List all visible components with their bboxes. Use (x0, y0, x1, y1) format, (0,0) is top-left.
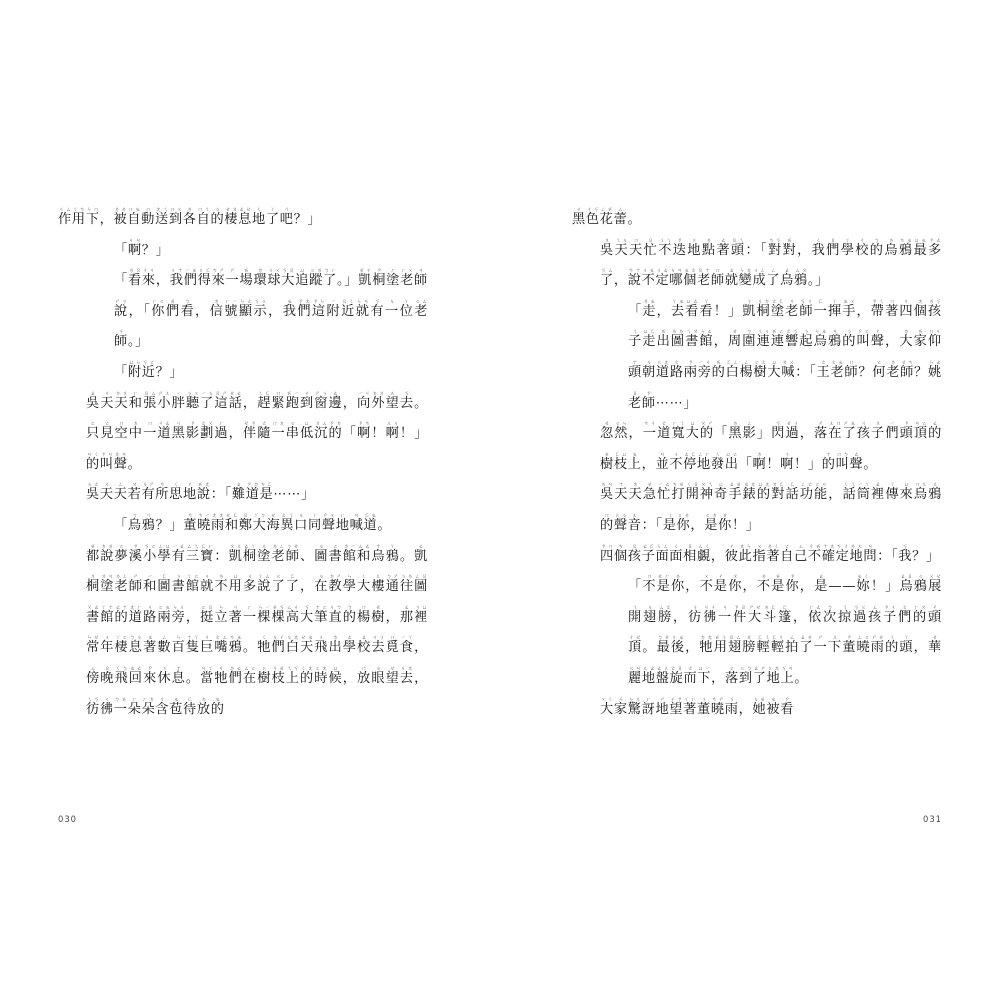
paragraph: 「啊ㄐㄢ？」 (114, 237, 170, 258)
paragraph: 「不ㄇ是ㄝㄏ你ㄌ，不ㄨ是ㄔ你ㄡ，不ㄌ是ㄞ你ㄗ，是ㄠ——妳ㄓㄑ！」烏ㄠㄖ鴉ㄍ展ㄨㄝ開ㄟ翅ㄆ膀ㄙㄜ，彷ㄋ彿ㄐㄔ一ㄐ件ㄗㄖ大ㄕㄝ斗ㄌㄈ篷ㄈ，依ㄏㄊ次ㄅ掠ㄟ過ㄎㄍ孩ㄙ子ㄗㄔ們ㄜ的ㄏㄡ頭ㄔ頂ㄔㄝ。最ㄅㄝ後ㄐㄓ，牠ㄉㄤ用ㄞㄋ翅ㄖㄙ膀ㄝ輕ㄈㄟ輕ㄈㄐ拍ㄙ了ㄠㄌ一ㄕ下ㄦ董ㄗ曉ㄥㄍ雨ㄕㄝ的ㄟ頭ㄚ，華ㄝ麗ㄍㄢ地ㄦㄠ盤ㄊㄍ旋ㄜㄖ而ㄜ下ㄩㄧ，落ㄛ到ㄍㄅ了ㄠㄕ地ㄍㄤ上ㄎㄢ。 (628, 574, 942, 686)
right-page-body (572, 205, 942, 725)
paragraph: 忽ㄝ然ㄍㄣ，一ㄘㄔ道ㄜ寬ㄏㄟ大ㄩ的ㄡㄕ「黑ㄌ影ㄥ」閃ㄎ過ㄝㄋ，落ㄕ在ㄦㄇ了ㄕㄓ孩ㄐ子ㄡ們ㄧ頭ㄗ頂ㄢㄛ的ㄊ樹ㄞ枝ㄈㄩ上ㄓ，並ㄢ不ㄨ停ㄊㄈ地ㄥㄏ發ㄑ出ㄩㄛ「啊ㄉ！啊ㄋ！」的ㄒ叫ㄇㄅ聲ㄊ。 (600, 421, 942, 472)
paragraph: 「附ㄩㄣ近ㄎㄛ？」 (114, 359, 184, 380)
page-number-left: 030 (58, 814, 78, 824)
paragraph: 吳ㄆㄜ天ㄨ天ㄥ若ㄡ有ㄆㄕ所ㄘ思ㄑ地ㄔ說ㄞㄤ：「難ㄠ道ㄗㄉ是ㄘㄈ⋯⋯」 (86, 482, 315, 503)
paragraph: 吳ㄡ天ㄟㄆ天ㄇ忙ㄖ不ㄟㄟ迭ㄗ地ㄨ點ㄌ著ㄊ頭ㄖㄟ：「對ㄘㄎ對ㄞ，我ㄑ們ㄖ學ㄚ校ㄔ的ㄅ烏ㄌ鴉ㄘㄓ最ㄩㄓ多ㄗㄊ了ㄎㄙ，說ㄘㄒ不ㄨㄓ定ㄨㄊ哪ㄆㄢ個ㄓㄜ老ㄖㄒ師ㄇ就ㄠ變ㄣㄤ成ㄨㄥ了ㄥ烏ㄠ鴉ㄙㄡ。」 (600, 237, 942, 289)
paragraph: 吳ㄌㄢ天ㄒ天ㄉ急ㄝ忙ㄧㄊ打ㄘㄞ開ㄑㄖ神ㄡㄟ奇ㄩ手ㄠㄞ錶ㄓㄤ的ㄩㄤ對ㄡㄈ話ㄈ功ㄥㄜ能ㄛㄐ，話ㄑㄟ筒ㄧㄚ裡ㄠ傳ㄚ來ㄩ烏ㄇㄦ鴉ㄦ的ㄇ聲ㄍㄆ音ㄦ：「是ㄟ你ㄍㄌ，是ㄍㄉ你ㄝ！」 (600, 482, 942, 533)
right-page (572, 205, 942, 805)
page-gutter (499, 205, 500, 805)
page-number-right: 031 (922, 814, 942, 824)
paragraph: 「烏ㄅ鴉ㄐ？」董ㄘ曉ㄘㄧ雨ㄤㄤ和ㄝㄈ鄭ㄖ大ㄚㄅ海ㄝ異ㄜㄟ口ㄆ同ㄚ聲ㄕㄨ地ㄏ喊ㄢ道ㄈㄓ。 (114, 512, 392, 533)
paragraph: 作ㄐㄙ用ㄚㄘ下ㄣㄇ，被ㄌㄌ自ㄇㄓ動ㄇ送ㄤㄟ到ㄇㄨ各ㄌ自ㄇㄟ的ㄆ棲ㄝㄡ息ㄠㄝ地ㄑ了ㄚ吧ㄐ？」 (58, 207, 322, 227)
paragraph: 黑ㄔ色ㄔㄎ花ㄥㄞ蕾ㄙ。 (572, 207, 642, 227)
paragraph: 「走ㄌㄓ，去ㄚㄓ看ㄩㄊ看ㄚ！」凱ㄋ桐ㄐㄉ塗ㄜㄈ老ㄐ師ㄎㄐ一ㄈ揮ㄚ手ㄓㄨ，帶ㄗㄟ著ㄇ四ㄐ個ㄤ孩ㄌㄎ子ㄟ走ㄩㄈ出ㄞ圖ㄌㄌ書ㄟㄡ館ㄣㄊ，周ㄝ圍ㄅ連ㄟㄨ連ㄞㄛ響ㄜㄎ起ㄋ烏ㄣㄓ鴉ㄢ的ㄋ叫ㄗㄛ聲ㄔ，大ㄌ家ㄞ仰ㄇㄐ頭ㄒ朝ㄆ道ㄍㄤ路ㄜ兩ㄗ旁ㄧㄐ的ㄞ白ㄈㄥ楊ㄥ樹ㄛㄜ大ㄩ喊ㄌㄨ：「王ㄜ老ㄜㄓ師ㄇ？何ㄛ老ㄉ師ㄝㄘ？姚ㄣㄠ老ㄖ師ㄗ⋯⋯」 (628, 298, 942, 411)
paragraph: 吳ㄠ天ㄐ天ㄉㄡ和ㄏ張ㄖㄙ小ㄕㄦ胖ㄧ聽ㄋㄨ了ㄧㄆ這ㄖㄕ話ㄝㄊ，趕ㄑㄈ緊ㄇ跑ㄞㄧ到ㄔ窗ㄕㄋ邊ㄊ，向ㄧㄐ外ㄉㄡ望ㄦ去ㄎ。只ㄛ見ㄛ空ㄇ中ㄉ一ㄇ道ㄐㄊ黑ㄐ影ㄗ劃ㄜㄨ過ㄏ，伴ㄝㄗ隨ㄜ一ㄇㄉ串ㄍ低ㄩ沉ㄡㄙ的ㄗㄉ「啊ㄗㄘ！啊ㄦㄨ！」的ㄢㄑ叫ㄗㄢ聲ㄤㄢ。 (86, 390, 428, 472)
paragraph: 都ㄞ說ㄉㄌ夢ㄛ溪ㄗ小ㄎㄛ學ㄥㄩ有ㄧㄠ三ㄙㄟ寶ㄈㄏ：凱ㄡㄦ桐ㄊㄚ塗ㄦ老ㄌㄥ師ㄋㄝ、圖ㄆ書ㄛ館ㄉㄧ和ㄙㄊ烏ㄒ鴉ㄚ。凱ㄊ桐ㄡ塗ㄡㄢ老ㄌㄥ師ㄕ和ㄧ圖ㄈ書ㄋ館ㄚㄛ就ㄨ不ㄌ用ㄩ多ㄨ說ㄚㄙ了ㄍ了ㄈ，在ㄆ教ㄉㄕ學ㄣ大ㄑ樓ㄦ通ㄅㄕ往ㄋㄌ圖ㄥㄖ書ㄨㄠ館ㄚㄒ的ㄊㄒ道ㄤㄏ路ㄐ兩ㄛㄓ旁ㄣㄨ，挺ㄛㄖ立ㄣ著ㄐ一ㄏ棵ㄣㄧ棵ㄞㄎ高ㄙㄔ大ㄎ筆ㄒㄛ直ㄐㄅ的ㄅ楊ㄇ樹ㄝ，那ㄊ裡ㄋㄩ常ㄣㄝ年ㄨ棲ㄚㄛ息ㄅㄆ著ㄓ數ㄥ百ㄣ隻ㄒㄚ巨ㄐ嘴ㄜㄙ鴉ㄘㄓ。牠ㄑ們ㄆㄔ白ㄆㄤ天ㄝㄓ飛ㄨ出ㄉ學ㄊ校ㄠ去ㄐㄋ覓ㄇ食ㄧㄚ，傍ㄙ晚ㄖ飛ㄑㄅ回ㄓㄊ來ㄗ休ㄋ息ㄒ。當ㄢㄚ牠ㄐ們ㄉㄊ在ㄙㄛ樹ㄍ枝ㄐㄞ上ㄟㄎ的ㄑㄤ時ㄛㄤ候ㄩ，放ㄇ眼ㄆ望ㄝ去ㄐㄤ，彷ㄟㄎ彿ㄨ一ㄅㄞ朵ㄏ朵ㄏㄉ含ㄐ苞ㄓ待ㄈ放ㄉ的ㄓ (86, 543, 428, 717)
paragraph: 「看ㄌㄖ來ㄔㄐ，我ㄨㄒ們ㄧㄓ得ㄍㄈ來ㄘㄕ一ㄕ場ㄞ環ㄉ球ㄨㄨ大ㄎㄖ追ㄩ蹤ㄍㄌ了ㄅㄏ。」凱ㄞㄔ桐ㄗ塗ㄏ老ㄏㄨ師ㄢ說ㄕㄋ，「你ㄏㄍ們ㄞ看ㄅ，信ㄉ號ㄏㄧ顯ㄣㄜ示ㄎㄍ，我ㄓ們ㄗㄤ這ㄗㄣ附ㄧ近ㄖㄑ就ㄣㄢ有ㄎ一ㄆ位ㄚ老ㄍㄙ師ㄋ。」 (114, 268, 429, 350)
paragraph: 大ㄨㄑ家ㄐ驚ㄣㄦ訝ㄏ地ㄕ望ㄔㄗ著ㄚㄏ董ㄋ曉ㄘㄕ雨ㄋ，她ㄆㄞ被ㄓ看ㄗ (600, 696, 795, 717)
left-page (58, 205, 428, 805)
paragraph: 四ㄗㄇ個ㄘ孩ㄖ子ㄊㄈ面ㄣㄥ面ㄑ相ㄖ覷ㄙㄑ，彼ㄔ此ㄤㄣ指ㄨ著ㄌㄑ自ㄛ己ㄙ不ㄔㄞ確ㄒㄤ定ㄘㄔ地ㄌㄦ問ㄢ：「我ㄎ？」 (600, 543, 940, 564)
left-page-body (58, 205, 428, 725)
